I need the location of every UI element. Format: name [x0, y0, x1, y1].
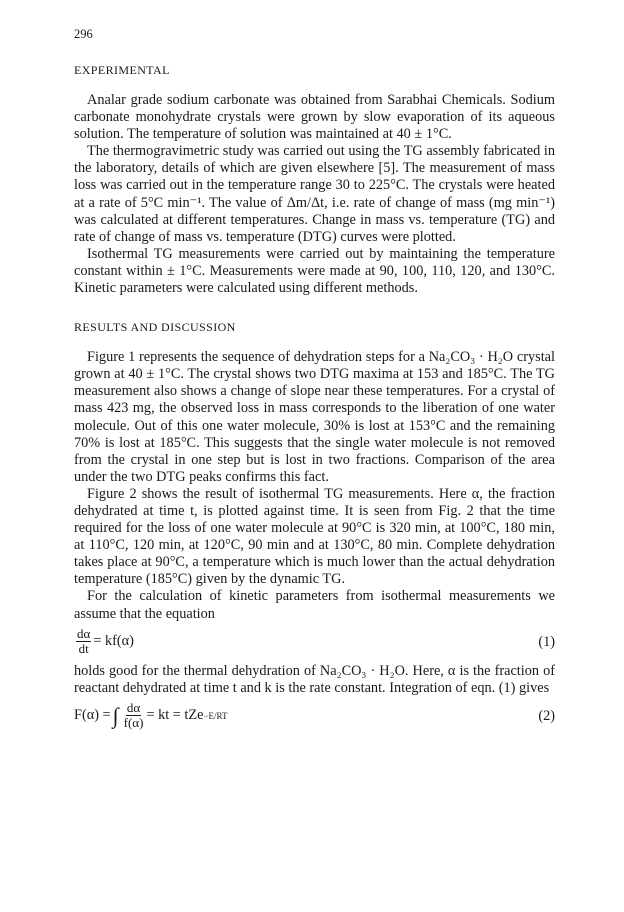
equation-1-numerator: dα: [77, 626, 91, 642]
page-number: 296: [74, 27, 93, 41]
experimental-paragraph-3: Isothermal TG measurements were carried out by maintaining the temperature constant within ± 1°C. Measurements were made at 90, 100, 110, 120, and 130°C. Kinetic parameters were calculated using different methods.: [74, 245, 555, 297]
equation-2-fraction: [123, 701, 145, 730]
equation-2-lhs: F(α) =: [74, 707, 111, 724]
equation-2: [74, 699, 555, 733]
integral-sign: ∫: [112, 702, 119, 728]
results-paragraph-3: For the calculation of kinetic parameters from isothermal measurements we assume that the equation: [74, 588, 555, 622]
experimental-paragraph-2: The thermogravimetric study was carried out using the TG assembly fabricated in the laboratory, details of which are given elsewhere [5]. The measurement of mass loss was carried out in the temperature range 30 to 225°C. The crystals were heated at a rate of 5°C min⁻¹. The value of Δm/Δt, i.e. rate of change of mass (mg min⁻¹) was calculated at different temperatures. Change in mass vs. temperature (TG) and rate of change of mass vs. temperature (DTG) curves were plotted.: [74, 143, 555, 245]
results-paragraph-2: Figure 2 shows the result of isothermal TG measurements. Here α, the fraction dehydrated at time t, is plotted against time. It is seen from Fig. 2 that the time required for the loss of one water molecule at 90°C is 320 min, at 100°C, 180 min, at 110°C, 120 min, at 120°C, 90 min and at 130°C, 80 min. Complete dehydration takes place at 90°C, a temperature which is much lower than the actual dehydration temperature (185°C) given by the dynamic TG.: [74, 485, 555, 588]
equation-1-fraction: [76, 627, 91, 656]
equation-2-body: F(α) = ∫ $\frac{d\alpha}{f(\alpha)}$ = kt = tZe −E/RT: [74, 700, 228, 731]
equation-2-rhs: = kt = tZe: [146, 707, 204, 724]
equation-2-number: (2): [538, 707, 555, 724]
results-after-equation-1: holds good for the thermal dehydration of Na₂CO₃ · H₂O. Here, α is the fraction of reactant dehydrated at time t and k is the rate constant. Integration of eqn. (1) gives: [74, 662, 555, 696]
experimental-heading: EXPERIMENTAL: [74, 63, 170, 77]
equation-1-body: [74, 625, 134, 659]
results-paragraph-1: Figure 1 represents the sequence of dehydration steps for a Na₂CO₃ · H₂O crystal grown at 40 ± 1°C. The crystal shows two DTG maxima at 153 and 185°C. The TG measurement also shows a change of slope near these temperatures. For a crystal of mass 423 mg, the observed loss in mass corresponds to the liberation of one water molecule. Out of this one water molecule, 30% is lost at 153°C and the remaining 70% is lost at 185°C. This suggests that the single water molecule is not removed from the crystal in one step but is lost in two fractions. Comparison of the area under the two DTG peaks confirms this fact.: [74, 349, 555, 485]
equation-1: [74, 625, 555, 659]
equation-1-number: (1): [538, 633, 555, 650]
results-heading: RESULTS AND DISCUSSION: [74, 320, 236, 335]
equation-1-denominator: dt: [78, 641, 89, 657]
equation-2-numerator: dα: [126, 700, 141, 716]
equation-2-denominator: f(α): [123, 715, 144, 731]
experimental-paragraph-1: Analar grade sodium carbonate was obtained from Sarabhai Chemicals. Sodium carbonate monohydrate crystals were grown by slow evaporation of its aqueous solution. The temperature of solution was maintained at 40 ± 1°C.: [74, 92, 555, 143]
equation-1-rhs: = kf(α): [93, 633, 134, 650]
section-gap: [74, 297, 555, 319]
page: [74, 26, 555, 737]
